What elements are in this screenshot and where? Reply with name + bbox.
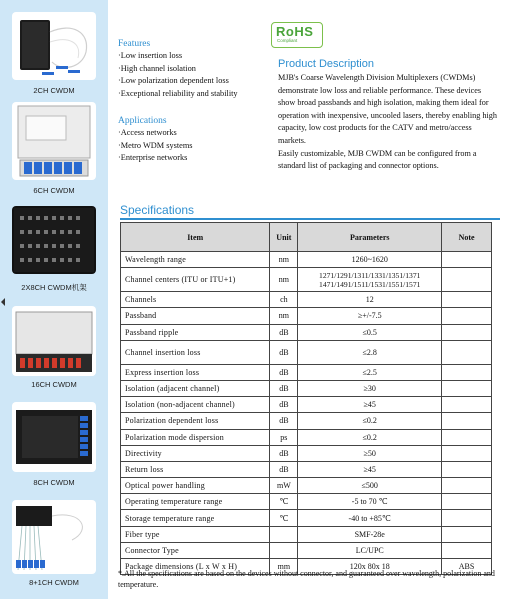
table-row — [121, 364, 492, 380]
cell-unit: mm — [270, 559, 298, 575]
cell-note — [442, 252, 492, 268]
cell-param: ≤0.5 — [298, 324, 442, 340]
specifications-divider — [120, 218, 500, 220]
product-caption: 16CH CWDM — [31, 380, 77, 389]
cell-param: ≤0.2 — [298, 429, 442, 445]
column-header-note: Note — [442, 223, 492, 252]
product-image-2x8ch — [12, 206, 96, 274]
application-item: ·Enterprise networks — [118, 153, 188, 163]
specifications-body — [121, 252, 492, 575]
cell-item: Isolation (adjacent channel) — [121, 380, 270, 396]
cell-param: ≥45 — [298, 461, 442, 477]
application-item: ·Access networks — [118, 128, 177, 138]
table-row — [121, 429, 492, 445]
cell-item: Channel insertion loss — [121, 340, 270, 364]
description-paragraph: MJB's Coarse Wavelength Division Multiplexers (CWDMs) demonstrate low loss and reliable performance. These devices show broad passbands and high isolation, making them ideal for operation with inexpensive, uncooled lasers, thereby enabling high capacity, low cost products for the CATV and metro/access markets. — [278, 73, 497, 145]
cell-item: Package dimensions (L x W x H) — [121, 559, 270, 575]
product-8plus1ch-cwdm[interactable] — [6, 496, 102, 596]
cell-param: ≥50 — [298, 445, 442, 461]
cell-unit: dB — [270, 324, 298, 340]
cell-item: Connector Type — [121, 542, 270, 558]
cell-param: -40 to +85℃ — [298, 510, 442, 526]
cell-unit: dB — [270, 445, 298, 461]
table-row — [121, 445, 492, 461]
product-caption: 6CH CWDM — [33, 186, 75, 195]
column-header-parameters: Parameters — [298, 223, 442, 252]
product-8ch-cwdm[interactable] — [6, 398, 102, 494]
cell-note — [442, 429, 492, 445]
cell-unit: nm — [270, 268, 298, 292]
rohs-text: RoHS — [276, 24, 314, 39]
table-row — [121, 494, 492, 510]
cell-param: ≤2.5 — [298, 364, 442, 380]
cell-unit: dB — [270, 380, 298, 396]
applications-section — [118, 115, 278, 165]
cell-unit: ch — [270, 292, 298, 308]
cell-item: Polarization mode dispersion — [121, 429, 270, 445]
cell-item: Express insertion loss — [121, 364, 270, 380]
cell-note — [442, 413, 492, 429]
cell-item: Operating temperature range — [121, 494, 270, 510]
cell-unit: dB — [270, 397, 298, 413]
cell-unit: dB — [270, 340, 298, 364]
cell-note — [442, 308, 492, 324]
product-16ch-cwdm[interactable] — [6, 300, 102, 396]
application-item: ·Metro WDM systems — [118, 140, 193, 150]
table-row — [121, 413, 492, 429]
cell-unit: dB — [270, 364, 298, 380]
cell-unit: dB — [270, 413, 298, 429]
product-caption: 8CH CWDM — [33, 478, 75, 487]
cell-item: Passband ripple — [121, 324, 270, 340]
cell-note — [442, 461, 492, 477]
cell-unit: nm — [270, 308, 298, 324]
feature-item: ·Exceptional reliability and stability — [118, 88, 238, 98]
table-row — [121, 542, 492, 558]
cell-unit — [270, 526, 298, 542]
table-row — [121, 340, 492, 364]
product-image-8ch — [12, 402, 96, 472]
cell-param: 12 — [298, 292, 442, 308]
table-row — [121, 324, 492, 340]
cell-note — [442, 494, 492, 510]
description-heading: Product Description — [278, 58, 374, 70]
cell-item: Storage temperature range — [121, 510, 270, 526]
cell-item: Polarization dependent loss — [121, 413, 270, 429]
product-2x8ch-cwdm[interactable] — [6, 202, 102, 298]
cell-item: Optical power handling — [121, 478, 270, 494]
cell-item: Fiber type — [121, 526, 270, 542]
table-row — [121, 292, 492, 308]
cell-note — [442, 510, 492, 526]
cell-param: -5 to 70 ℃ — [298, 494, 442, 510]
cell-note — [442, 364, 492, 380]
cell-item: Channels — [121, 292, 270, 308]
column-header-item: Item — [121, 223, 270, 252]
cell-param: LC/UPC — [298, 542, 442, 558]
rohs-subtext: Compliant — [277, 38, 298, 43]
cell-note — [442, 292, 492, 308]
cell-param: 1271/1291/1311/1331/1351/1371 1471/1491/1511/1531/1551/1571 — [298, 268, 442, 292]
cell-note — [442, 397, 492, 413]
table-row — [121, 252, 492, 268]
cwdm-module-icon — [12, 500, 96, 574]
cell-param: ≥30 — [298, 380, 442, 396]
cell-note: ABS — [442, 559, 492, 575]
feature-item: ·Low polarization dependent loss — [118, 76, 229, 86]
description-paragraph: Easily customizable, MJB CWDM can be configured from a standard list of packaging and connector options. — [278, 148, 477, 171]
footnote: *.All the specifications are based on the devices without connector, and guaranteed over wavelength, polarization and temperature. — [118, 569, 495, 589]
cell-param: ≤2.8 — [298, 340, 442, 364]
specifications-table — [120, 222, 492, 575]
product-sidebar — [0, 0, 108, 599]
table-row — [121, 461, 492, 477]
cell-item: Passband — [121, 308, 270, 324]
cell-param: 1260~1620 — [298, 252, 442, 268]
cell-note — [442, 324, 492, 340]
product-caption: 2CH CWDM — [33, 86, 75, 95]
rohs-badge-icon — [271, 22, 323, 48]
column-header-unit: Unit — [270, 223, 298, 252]
product-image-6ch — [12, 102, 96, 180]
table-row — [121, 478, 492, 494]
cwdm-module-icon — [12, 12, 96, 80]
cwdm-module-icon — [12, 402, 96, 472]
product-caption: 8+1CH CWDM — [29, 578, 79, 587]
cell-item: Directivity — [121, 445, 270, 461]
scroll-left-arrow-icon[interactable] — [1, 298, 5, 306]
cwdm-module-icon — [12, 306, 96, 376]
features-section — [118, 38, 278, 100]
cell-note — [442, 445, 492, 461]
feature-item: ·High channel isolation — [118, 63, 196, 73]
cell-unit: nm — [270, 252, 298, 268]
table-row — [121, 308, 492, 324]
cell-note — [442, 340, 492, 364]
product-2ch-cwdm[interactable] — [6, 6, 102, 98]
feature-item: ·Low insertion loss — [118, 51, 183, 61]
cell-unit: ℃ — [270, 510, 298, 526]
product-image-8plus1ch — [12, 500, 96, 574]
cell-param: ≤500 — [298, 478, 442, 494]
table-header-row — [121, 223, 492, 252]
features-heading: Features — [118, 39, 151, 49]
product-image-16ch — [12, 306, 96, 376]
cell-item: Channel centers (ITU or ITU+1) — [121, 268, 270, 292]
cell-param: ≥45 — [298, 397, 442, 413]
table-row — [121, 380, 492, 396]
cell-unit: dB — [270, 461, 298, 477]
cell-note — [442, 478, 492, 494]
product-caption: 2X8CH CWDM机架 — [21, 283, 87, 292]
cell-param: SMF-28e — [298, 526, 442, 542]
cell-unit — [270, 542, 298, 558]
cell-note — [442, 268, 492, 292]
product-6ch-cwdm[interactable] — [6, 100, 102, 196]
cell-unit: mW — [270, 478, 298, 494]
table-row — [121, 510, 492, 526]
applications-heading: Applications — [118, 116, 167, 126]
cell-item: Wavelength range — [121, 252, 270, 268]
cell-param: ≥+/-7.5 — [298, 308, 442, 324]
product-image-2ch — [12, 12, 96, 80]
cell-param: ≤0.2 — [298, 413, 442, 429]
rack-chassis-icon — [12, 206, 96, 274]
table-row — [121, 397, 492, 413]
cell-note — [442, 380, 492, 396]
cwdm-module-icon — [12, 102, 96, 180]
cell-param: 120x 80x 18 — [298, 559, 442, 575]
cell-item: Return loss — [121, 461, 270, 477]
specifications-heading: Specifications — [120, 203, 195, 217]
cell-note — [442, 542, 492, 558]
table-row — [121, 526, 492, 542]
cell-unit: ℃ — [270, 494, 298, 510]
cell-unit: ps — [270, 429, 298, 445]
cell-item: Isolation (non-adjacent channel) — [121, 397, 270, 413]
product-description — [278, 58, 500, 173]
cell-note — [442, 526, 492, 542]
table-row — [121, 268, 492, 292]
